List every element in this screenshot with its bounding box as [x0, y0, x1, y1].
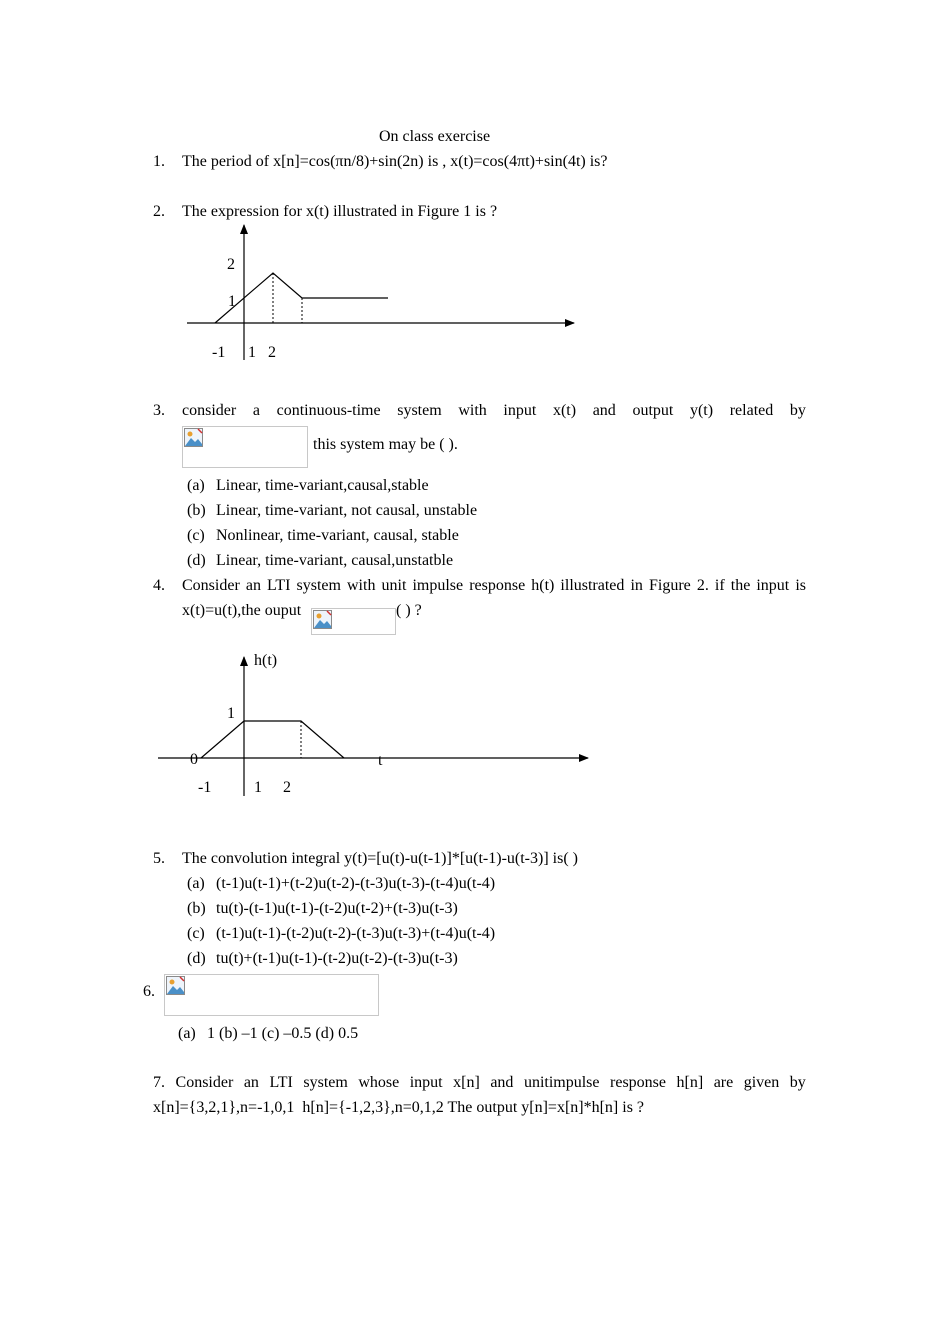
broken-image-icon [166, 976, 185, 995]
q3-option-b: Linear, time-variant, not causal, unstable [216, 502, 478, 519]
q2-number: 2. [153, 203, 165, 220]
fig2-x-label: t [378, 752, 383, 769]
q7-word: Consider [175, 1074, 234, 1091]
q3-option-c: Nonlinear, time-variant, causal, stable [216, 527, 459, 544]
broken-image-icon [313, 610, 332, 629]
q3-tail: this system may be ( ). [313, 436, 458, 453]
q7-word: and [490, 1074, 514, 1091]
q6-number: 6. [143, 983, 155, 1000]
q2-text: The expression for x(t) illustrated in Figure 1 is ? [182, 203, 498, 220]
fig2-x-tick-1: 1 [254, 779, 262, 796]
q3-equation-image [182, 426, 308, 468]
q5-option-d-label: (d) [187, 950, 206, 967]
fig2-y-label: h(t) [254, 652, 278, 669]
q4-text-prefix: x(t)=u(t),the ouput [182, 602, 302, 619]
fig2-signal [201, 721, 344, 758]
fig1-y-tick-1: 1 [228, 293, 236, 310]
q7-word: response [610, 1074, 666, 1091]
q3-word: y(t) [689, 402, 714, 419]
q3-option-a-label: (a) [187, 477, 205, 494]
q7-word: an [243, 1074, 259, 1091]
q4-text-line1: Consider an LTI system with unit impulse response h(t) illustrated in Figure 2. if the input is [182, 577, 806, 594]
q3-option-b-label: (b) [187, 502, 206, 519]
q3-option-d: Linear, time-variant, causal,unstatble [216, 552, 454, 569]
q6-equation-image [164, 974, 379, 1016]
q3-word: by [789, 402, 806, 419]
q3-word: x(t) [552, 402, 577, 419]
q4-output-image [311, 608, 396, 635]
fig1-y-tick-2: 2 [227, 256, 235, 273]
q4-text-suffix: ( ) ? [396, 602, 422, 619]
q7-word: x[n] [453, 1074, 480, 1091]
q6-options: 1 (b) –1 (c) –0.5 (d) 0.5 [207, 1025, 359, 1042]
fig2-x-tick-neg1: -1 [198, 779, 212, 796]
fig1-x-tick-1: 1 [248, 344, 256, 361]
q7-word: input [409, 1074, 443, 1091]
q7-word: h[n] [676, 1074, 704, 1091]
q1-number: 1. [153, 153, 165, 170]
q7-word: given [743, 1074, 780, 1091]
q5-number: 5. [153, 850, 165, 867]
q5-option-b-label: (b) [187, 900, 206, 917]
q3-text-line1 [182, 401, 806, 421]
q5-option-a: (t-1)u(t-1)+(t-2)u(t-2)-(t-3)u(t-3)-(t-4)u(t-4) [216, 875, 496, 892]
q3-word: continuous-time [276, 402, 381, 419]
q3-word: system [397, 402, 442, 419]
q3-option-c-label: (c) [187, 527, 205, 544]
q7-word: system [303, 1074, 348, 1091]
q7-word: unitimpulse [523, 1074, 600, 1091]
q7-word: LTI [269, 1074, 293, 1091]
q1-text: The period of x[n]=cos(πn/8)+sin(2n) is , x(t)=cos(4πt)+sin(4t) is? [182, 153, 608, 170]
q5-text: The convolution integral y(t)=[u(t)-u(t-1)]*[u(t-1)-u(t-3)] is( ) [182, 850, 578, 867]
fig2-y-tick-1: 1 [227, 705, 235, 722]
q5-option-a-label: (a) [187, 875, 205, 892]
q3-word: input [503, 402, 537, 419]
q3-option-d-label: (d) [187, 552, 206, 569]
q3-option-a: Linear, time-variant,causal,stable [216, 477, 429, 494]
fig2-origin: 0 [190, 751, 198, 768]
fig1-x-tick-neg1: -1 [212, 344, 226, 361]
q5-option-c: (t-1)u(t-1)-(t-2)u(t-2)-(t-3)u(t-3)+(t-4)u(t-4) [216, 925, 496, 942]
q5-option-d: tu(t)+(t-1)u(t-1)-(t-2)u(t-2)-(t-3)u(t-3) [216, 950, 458, 967]
q7-text-line2: x[n]={3,2,1},n=-1,0,1 h[n]={-1,2,3},n=0,1,2 The output y[n]=x[n]*h[n] is ? [153, 1099, 645, 1116]
broken-image-icon [184, 428, 203, 447]
q7-word: whose [358, 1074, 400, 1091]
q3-word: consider [182, 402, 237, 419]
page-title: On class exercise [379, 128, 491, 145]
q3-word: and [592, 402, 616, 419]
q5-option-c-label: (c) [187, 925, 205, 942]
figure-2 [0, 640, 950, 810]
q3-word: a [252, 402, 260, 419]
q3-word: output [632, 402, 674, 419]
q7-word: by [789, 1074, 806, 1091]
q3-number: 3. [153, 402, 165, 419]
fig2-x-tick-2: 2 [283, 779, 291, 796]
q7-text-line1 [153, 1073, 806, 1093]
q7-number: 7. [153, 1074, 165, 1091]
fig1-x-tick-2: 2 [268, 344, 276, 361]
q3-word: related [729, 402, 774, 419]
q4-number: 4. [153, 577, 165, 594]
q5-option-b: tu(t)-(t-1)u(t-1)-(t-2)u(t-2)+(t-3)u(t-3) [216, 900, 458, 917]
q6-option-label: (a) [178, 1025, 196, 1042]
q7-word: are [713, 1074, 734, 1091]
q3-word: with [458, 402, 487, 419]
figure-1 [0, 0, 950, 380]
